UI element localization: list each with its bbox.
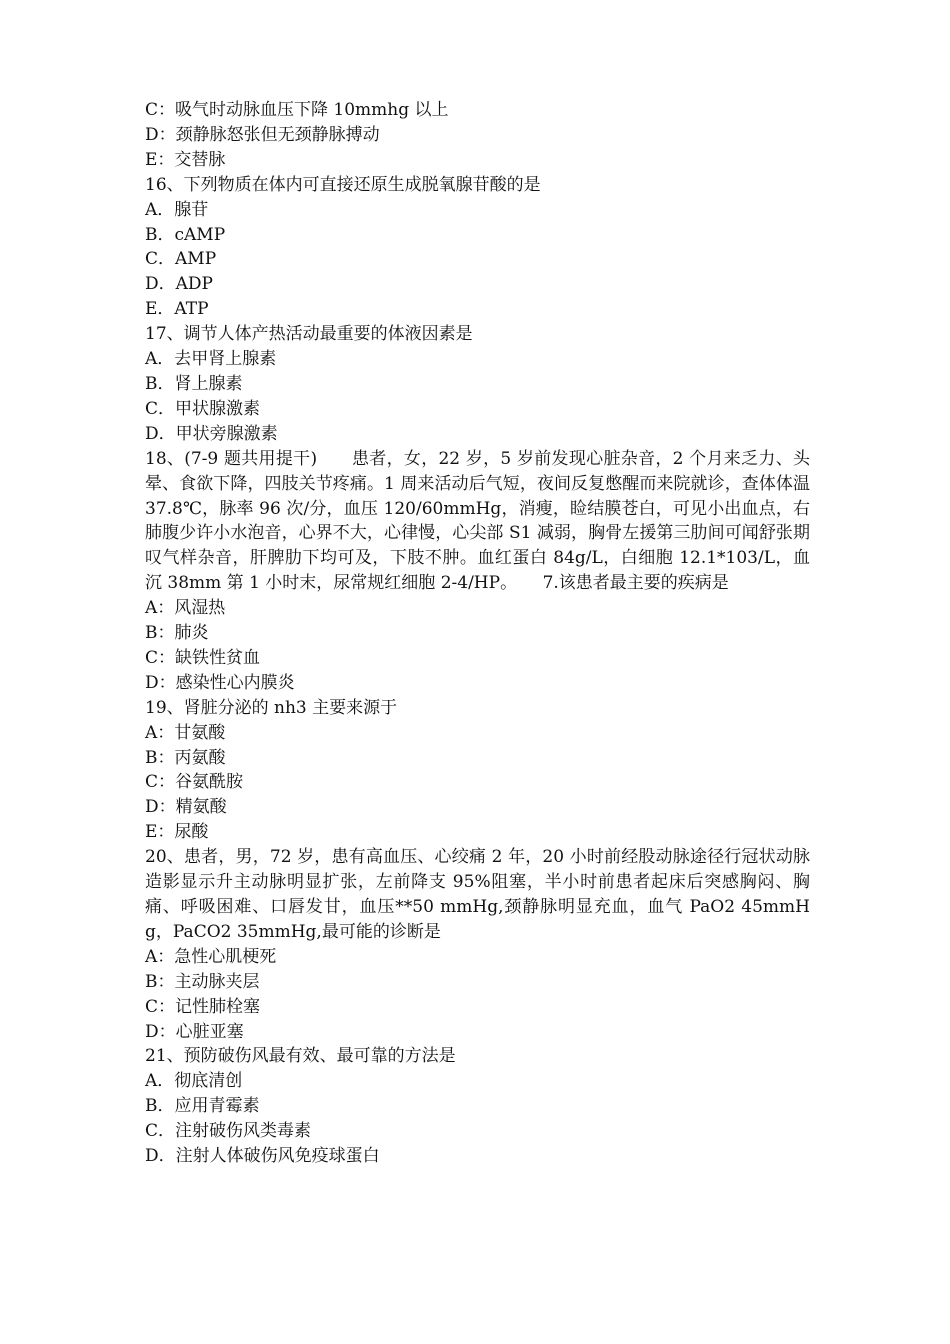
option-line: E．ATP: [145, 299, 209, 320]
question-20: 20、患者，男，72 岁，患有高血压、心绞痛 2 年，20 小时前经股动脉途径行冠状动脉造影显示升主动脉明显扩张，左前降支 95%阻塞，半小时前患者起床后突感胸闷、胸痛、呼吸困难、口唇发甘，血压**50 mmHg,颈静脉明显充血，血气 PaO2 45mmHg，PaCO2 35mmHg,最可能的诊断是: [145, 847, 810, 942]
option-line: B：丙氨酸: [145, 747, 226, 768]
question-19: 19、肾脏分泌的 nh3 主要来源于: [145, 697, 398, 718]
option-line: E：尿酸: [145, 822, 209, 843]
option-line: A．去甲肾上腺素: [145, 349, 277, 370]
option-line: C．甲状腺激素: [145, 398, 261, 419]
option-line: B．cAMP: [145, 224, 226, 245]
option-line: C：谷氨酰胺: [145, 772, 244, 793]
option-line: D：心脏亚塞: [145, 1021, 244, 1042]
option-line: D．注射人体破伤风免疫球蛋白: [145, 1146, 380, 1167]
option-line: A．腺苷: [145, 199, 209, 220]
option-line: D：精氨酸: [145, 797, 227, 818]
option-line: B．应用青霉素: [145, 1096, 260, 1117]
option-line: D：感染性心内膜炎: [145, 672, 295, 693]
option-line: D．ADP: [145, 274, 213, 295]
option-line: A．彻底清创: [145, 1071, 243, 1092]
option-line: E：交替脉: [145, 149, 226, 170]
question-18: 18、(7-9 题共用提干) 患者，女，22 岁，5 岁前发现心脏杂音，2 个月来乏力、头晕、食欲下降，四肢关节疼痛。1 周来活动后气短，夜间反复憋醒而来院就诊，查体体温 37.8℃，脉率 96 次/分，血压 120/60mmHg，消瘦，睑结膜苍白，可见小出血点，右肺腹少许小水泡音，心界不大，心律慢，心尖部 S1 减弱，胸骨左援第三肋间可闻舒张期叹气样杂音，肝脾肋下均可及，下肢不肿。血红蛋白 84g/L，白细胞 12.1*103/L，血沉 38mm 第 1 小时末，尿常规红细胞 2-4/HP。 7.该患者最主要的疾病是: [145, 448, 810, 594]
option-line: C：吸气时动脉血压下降 10mmhg 以上: [145, 100, 449, 120]
option-line: B：主动脉夹层: [145, 971, 260, 992]
option-line: D．甲状旁腺激素: [145, 423, 278, 444]
option-line: D：颈静脉怒张但无颈静脉搏动: [145, 124, 380, 145]
option-line: C．AMP: [145, 249, 217, 270]
option-line: A：风湿热: [145, 598, 226, 619]
option-line: C：缺铁性贫血: [145, 647, 261, 668]
option-line: A：急性心肌梗死: [145, 946, 277, 967]
option-line: B：肺炎: [145, 623, 209, 644]
option-line: C．注射破伤风类毒素: [145, 1121, 312, 1142]
question-16: 16、下列物质在体内可直接还原生成脱氧腺苷酸的是: [145, 174, 541, 195]
option-line: C：记性肺栓塞: [145, 996, 261, 1017]
option-line: B．肾上腺素: [145, 373, 243, 394]
question-21: 21、预防破伤风最有效、最可靠的方法是: [145, 1046, 456, 1067]
option-line: A：甘氨酸: [145, 722, 226, 743]
question-17: 17、调节人体产热活动最重要的体液因素是: [145, 324, 473, 345]
document-body: [145, 98, 810, 1169]
